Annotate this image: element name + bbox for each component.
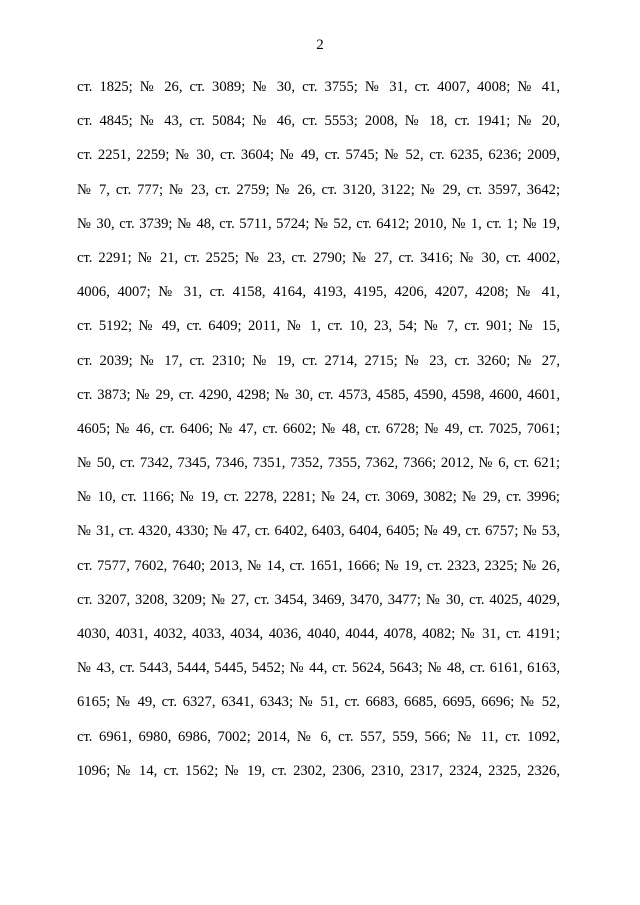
text-line: № 30, ст. 3739; № 48, ст. 5711, 5724; № 52, ст. 6412; 2010, № 1, ст. 1; № 19, — [77, 215, 560, 232]
text-line: № 43, ст. 5443, 5444, 5445, 5452; № 44, ст. 5624, 5643; № 48, ст. 6161, 6163, — [77, 660, 560, 677]
text-line: № 50, ст. 7342, 7345, 7346, 7351, 7352, 7355, 7362, 7366; 2012, № 6, ст. 621; — [77, 455, 560, 472]
text-line: № 10, ст. 1166; № 19, ст. 2278, 2281; № 24, ст. 3069, 3082; № 29, ст. 3996; — [77, 489, 560, 506]
text-line: 4030, 4031, 4032, 4033, 4034, 4036, 4040, 4044, 4078, 4082; № 31, ст. 4191; — [77, 626, 560, 642]
text-line: ст. 3873; № 29, ст. 4290, 4298; № 30, ст. 4573, 4585, 4590, 4598, 4600, 4601, — [77, 386, 560, 403]
text-line: ст. 4845; № 43, ст. 5084; № 46, ст. 5553; 2008, № 18, ст. 1941; № 20, — [77, 113, 560, 130]
text-line: ст. 1825; № 26, ст. 3089; № 30, ст. 3755; № 31, ст. 4007, 4008; № 41, — [77, 79, 560, 95]
text-line: ст. 7577, 7602, 7640; 2013, № 14, ст. 1651, 1666; № 19, ст. 2323, 2325; № 26, — [77, 557, 560, 574]
text-line: 6165; № 49, ст. 6327, 6341, 6343; № 51, ст. 6683, 6685, 6695, 6696; № 52, — [77, 694, 560, 711]
text-line: ст. 3207, 3208, 3209; № 27, ст. 3454, 3469, 3470, 3477; № 30, ст. 4025, 4029, — [77, 591, 560, 608]
text-line: ст. 2251, 2259; № 30, ст. 3604; № 49, ст. 5745; № 52, ст. 6235, 6236; 2009, — [77, 147, 560, 164]
text-line: 4605; № 46, ст. 6406; № 47, ст. 6602; № 48, ст. 6728; № 49, ст. 7025, 7061; — [77, 420, 560, 437]
text-line: 1096; № 14, ст. 1562; № 19, ст. 2302, 2306, 2310, 2317, 2324, 2325, 2326, — [77, 762, 560, 779]
text-line: ст. 2291; № 21, ст. 2525; № 23, ст. 2790; № 27, ст. 3416; № 30, ст. 4002, — [77, 249, 560, 266]
text-line: ст. 5192; № 49, ст. 6409; 2011, № 1, ст. 10, 23, 54; № 7, ст. 901; № 15, — [77, 318, 560, 335]
text-line: ст. 6961, 6980, 6986, 7002; 2014, № 6, ст. 557, 559, 566; № 11, ст. 1092, — [77, 728, 560, 745]
text-line: ст. 2039; № 17, ст. 2310; № 19, ст. 2714, 2715; № 23, ст. 3260; № 27, — [77, 352, 560, 369]
text-line: 4006, 4007; № 31, ст. 4158, 4164, 4193, 4195, 4206, 4207, 4208; № 41, — [77, 284, 560, 301]
text-line: № 7, ст. 777; № 23, ст. 2759; № 26, ст. 3120, 3122; № 29, ст. 3597, 3642; — [77, 181, 560, 198]
text-line: № 31, ст. 4320, 4330; № 47, ст. 6402, 6403, 6404, 6405; № 49, ст. 6757; № 53, — [77, 523, 560, 540]
document-body-text — [77, 77, 560, 795]
page-number: 2 — [316, 37, 324, 53]
